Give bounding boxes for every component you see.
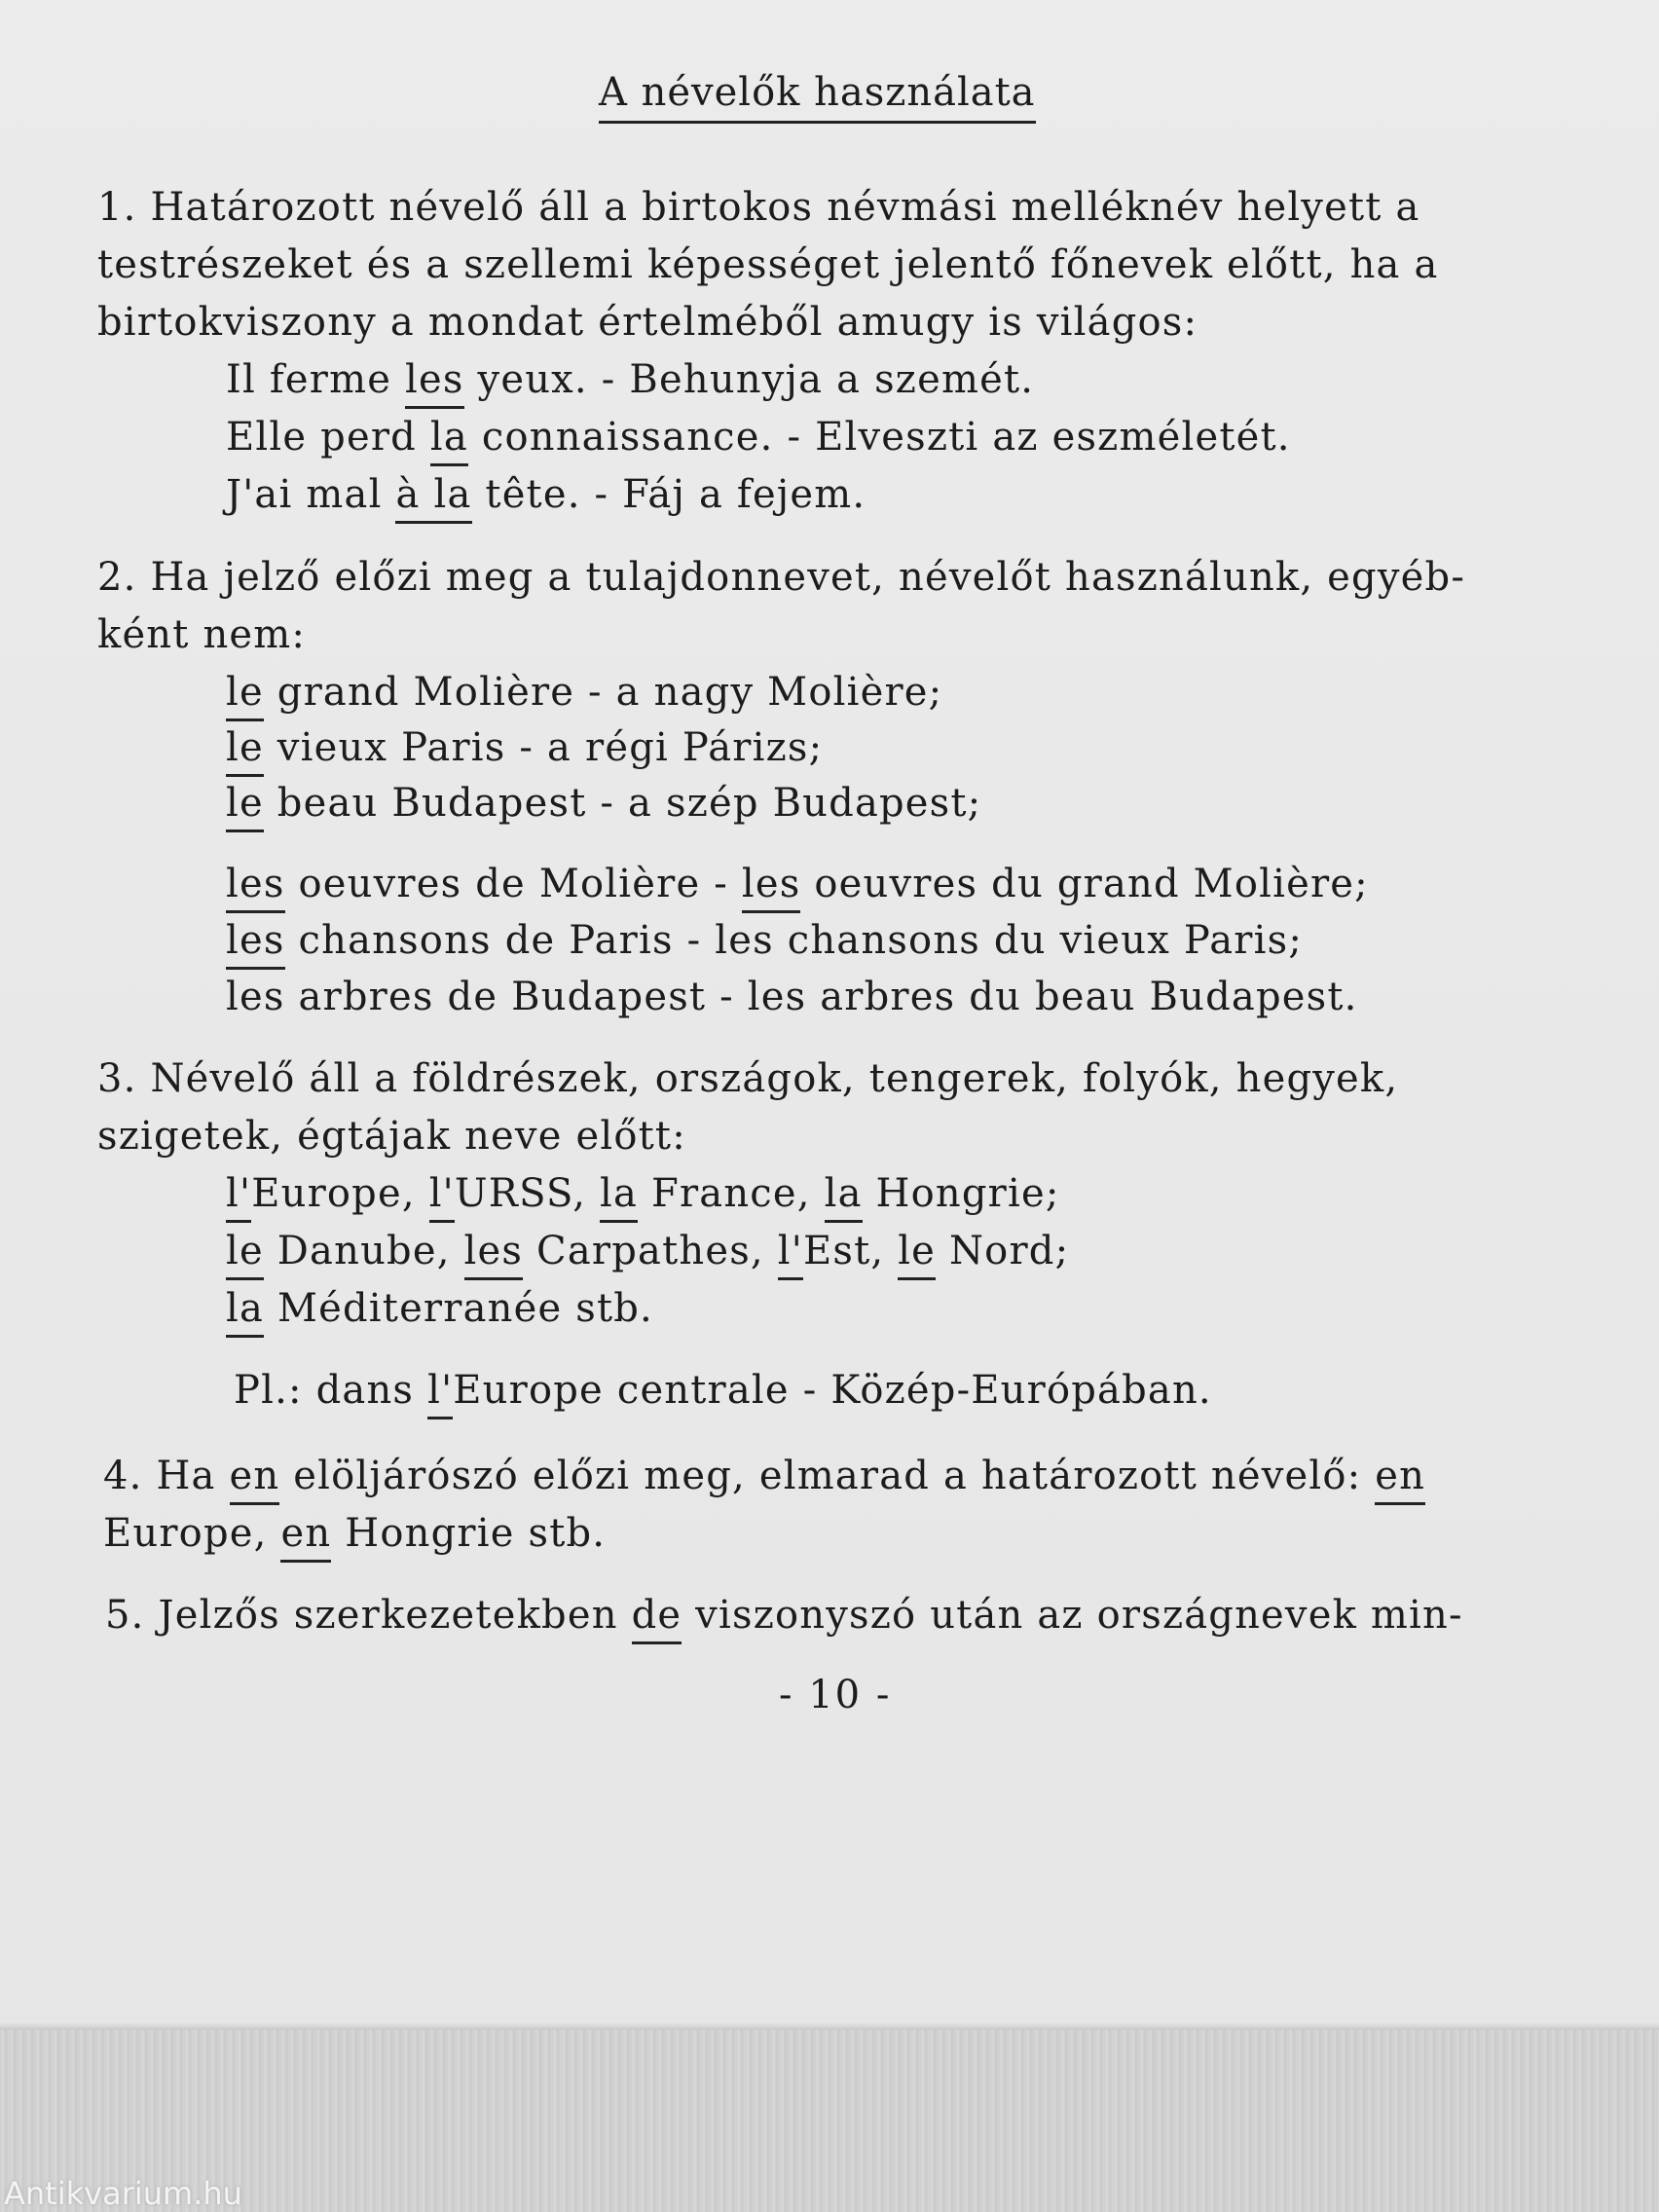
p2-example-2	[226, 725, 823, 770]
p1-example-1	[226, 357, 1034, 402]
p2-example-1	[226, 670, 942, 715]
p3-line-2: szigetek, égtájak neve előtt:	[97, 1114, 686, 1159]
p3-example-4	[234, 1368, 1212, 1413]
underlined-article: l'	[226, 1171, 251, 1223]
text: France,	[638, 1171, 825, 1216]
text: viszonyszó után az országnevek min-	[682, 1593, 1463, 1638]
p2-example-5	[226, 918, 1303, 963]
underlined-article: à la	[395, 472, 471, 524]
underlined-article: le	[226, 670, 264, 721]
underlined-article: le	[898, 1229, 936, 1280]
underlined-article: le	[226, 1229, 264, 1280]
p1-line-2: testrészeket és a szellemi képességet jelentő főnevek előtt, ha a	[97, 242, 1439, 287]
text: Hongrie stb.	[331, 1511, 607, 1556]
text: URSS,	[454, 1171, 601, 1216]
text: Hongrie;	[862, 1171, 1060, 1216]
underlined-preposition: en	[280, 1511, 331, 1563]
p3-line-1: 3. Névelő áll a földrészek, országok, tengerek, folyók, hegyek,	[97, 1056, 1399, 1101]
p1-line-1: 1. Határozott névelő áll a birtokos névmási melléknév helyett a	[97, 185, 1420, 230]
underlined-preposition: en	[230, 1454, 280, 1505]
p1-line-3: birtokviszony a mondat értelméből amugy is világos:	[97, 300, 1198, 345]
text: Elle perd	[226, 415, 430, 460]
underlined-article: la	[226, 1286, 264, 1338]
underlined-article: les	[742, 862, 801, 913]
page-title: A névelők használata	[599, 70, 1036, 124]
p5-line-1	[105, 1593, 1463, 1638]
text: Il ferme	[226, 357, 406, 402]
underlined-article: les	[405, 357, 464, 409]
p2-example-6	[226, 975, 1358, 1019]
text: Europe centrale - Közép-Európában.	[453, 1368, 1212, 1413]
underlined-article: les	[226, 862, 285, 913]
text: Méditerranée stb.	[264, 1286, 653, 1331]
p2-example-3	[226, 781, 981, 826]
text: Europe,	[251, 1171, 429, 1216]
text: elöljárószó előzi meg, elmarad a határozott névelő:	[279, 1454, 1376, 1498]
underlined-article: l'	[429, 1171, 455, 1223]
text: Carpathes,	[523, 1229, 778, 1273]
p1-example-3	[226, 472, 866, 517]
text: oeuvres du grand Molière;	[800, 862, 1369, 906]
underlined-article: l'	[427, 1368, 453, 1419]
p2-line-2: ként nem:	[97, 612, 307, 657]
page-number: - 10 -	[779, 1673, 892, 1717]
text: vieux Paris - a régi Párizs;	[263, 725, 824, 770]
underlined-article: les	[464, 1229, 524, 1280]
p4-line-1	[103, 1454, 1425, 1498]
text: Pl.: dans	[234, 1368, 428, 1413]
text: yeux. - Behunyja a szemét.	[463, 357, 1035, 402]
underlined-word: de	[632, 1593, 682, 1644]
p1-example-2	[226, 415, 1291, 460]
underlined-article: la	[825, 1171, 863, 1223]
text: Europe,	[103, 1511, 281, 1556]
p2-example-4	[226, 862, 1369, 906]
underlined-article: le	[226, 781, 264, 832]
p3-example-1	[226, 1171, 1060, 1216]
text: beau Budapest - a szép Budapest;	[263, 781, 982, 826]
text: tête. - Fáj a fejem.	[471, 472, 866, 517]
text: chansons de Paris - les chansons du vieux Paris;	[284, 918, 1303, 963]
page-stack-edge	[0, 2030, 1659, 2212]
underlined-preposition: en	[1375, 1454, 1425, 1505]
text: oeuvres de Molière -	[284, 862, 742, 906]
underlined-article: la	[430, 415, 468, 466]
p4-line-2	[103, 1511, 606, 1556]
text: 5. Jelzős szerkezetekben	[105, 1593, 632, 1638]
underlined-article: le	[226, 725, 264, 777]
text: Danube,	[263, 1229, 464, 1273]
p2-line-1: 2. Ha jelző előzi meg a tulajdonnevet, névelőt használunk, egyéb-	[97, 555, 1466, 600]
text: Nord;	[936, 1229, 1070, 1273]
text: les arbres de Budapest - les arbres du beau Budapest.	[226, 975, 1358, 1019]
text: Est,	[802, 1229, 899, 1273]
p3-example-3	[226, 1286, 653, 1331]
text: grand Molière - a nagy Molière;	[263, 670, 943, 715]
text: 4. Ha	[103, 1454, 230, 1498]
underlined-article: les	[226, 918, 285, 970]
text: connaissance. - Elveszti az eszméletét.	[467, 415, 1291, 460]
watermark: Antikvarium.hu	[4, 2175, 242, 2212]
underlined-article: l'	[778, 1229, 803, 1280]
text: J'ai mal	[226, 472, 396, 517]
p3-example-2	[226, 1229, 1069, 1273]
underlined-article: la	[600, 1171, 638, 1223]
